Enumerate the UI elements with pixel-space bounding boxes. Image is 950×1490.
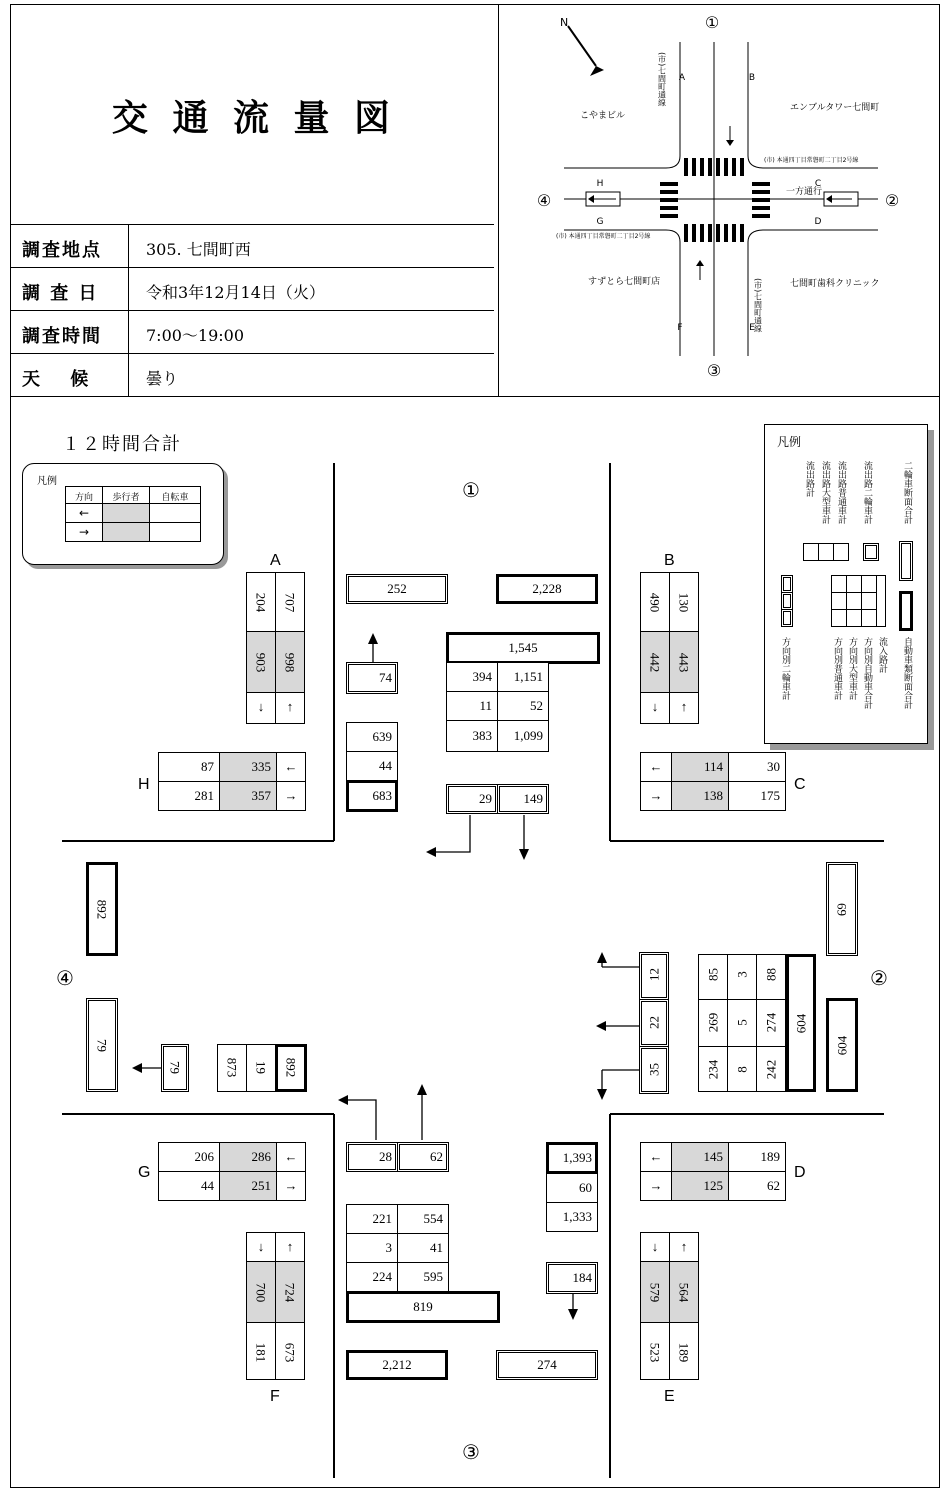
north-outflow-val: 639 [372, 729, 392, 744]
cw-e-arrow-down: ↓ [651, 1239, 659, 1254]
info-label: 調 査 日 [22, 283, 99, 304]
south-outflow-val: 1,393 [562, 1150, 592, 1165]
legend-bot-3: 方向別大型車計 [847, 637, 857, 700]
west-two-wheel-total: 79 [94, 1039, 110, 1052]
legend-top-4: 流出路二輪車計 [862, 461, 872, 524]
page-title: 交 通 流 量 図 [111, 98, 397, 139]
south-grid-cell: 554 [423, 1211, 443, 1226]
small-legend [22, 463, 224, 565]
east-grid-cell: 274 [763, 1012, 779, 1033]
cw-c-r-bike: 175 [760, 788, 780, 803]
east-auto-total: 604 [834, 1035, 850, 1056]
cw-h-l-ped: 335 [251, 759, 271, 774]
north-tw-dir-left: 29 [479, 791, 492, 806]
east-grid-cell: 234 [705, 1059, 721, 1080]
east-grid-cell: 88 [763, 968, 779, 981]
cw-e-v2: 189 [676, 1342, 692, 1363]
approach-3-label: ③ [462, 1440, 480, 1464]
east-grid-cell: 5 [734, 1019, 750, 1026]
cw-h-arrow-left: ← [284, 759, 298, 774]
east-grid-cell: 3 [734, 971, 750, 978]
road-label-west: (市) 本通四丁目常磐町二丁目2号線 [556, 233, 651, 240]
south-outflow-val: 1,333 [562, 1209, 592, 1224]
cw-c-l-bike: 30 [767, 759, 780, 774]
cw-label-h: H [138, 776, 150, 793]
cw-b-g2: 443 [676, 652, 692, 673]
west-outflow-val: 873 [224, 1057, 240, 1078]
legend-top-3: 流出路普通車計 [836, 461, 846, 524]
east-tw-dir: 22 [646, 1016, 662, 1029]
cw-a-v2: 707 [282, 592, 298, 613]
map-approach-3: ③ [706, 361, 722, 380]
cw-label-a: A [270, 552, 281, 569]
one-way-label: 一方通行 [786, 187, 823, 197]
legend-bot-6: 自動車類断面合計 [902, 637, 912, 709]
cw-label-g: G [138, 1164, 151, 1181]
south-section-total: 2,212 [382, 1357, 412, 1372]
west-auto-total: 892 [94, 899, 110, 920]
legend-bot-5: 流入路計 [877, 637, 887, 673]
road-label-east: (市) 本通四丁目常磐町二丁目2号線 [764, 157, 859, 164]
legend-top-2: 流出路大型車計 [820, 461, 830, 524]
north-grid-cell: 1,151 [513, 669, 543, 684]
map-cw-f: F [677, 323, 683, 333]
cw-b-v1: 490 [647, 592, 663, 613]
south-grid-cell: 221 [372, 1211, 392, 1226]
cw-c-r-ped: 138 [703, 788, 723, 803]
cw-b-v2: 130 [676, 592, 692, 613]
cw-g-arrow-left: ← [284, 1149, 298, 1164]
east-grid-cell: 8 [734, 1066, 750, 1073]
cw-label-e: E [664, 1388, 675, 1405]
east-tw-dir: 12 [646, 968, 662, 981]
cw-d-r-bike: 62 [767, 1178, 780, 1193]
cw-e-g2: 564 [676, 1282, 692, 1303]
east-inflow: 604 [793, 1013, 809, 1034]
south-tw-dir: 28 [379, 1149, 392, 1164]
cw-b-g1: 442 [647, 652, 663, 673]
info-value: 7:00〜19:00 [146, 326, 245, 345]
cw-d-r-ped: 125 [703, 1178, 723, 1193]
cw-e-arrow-up: ↑ [680, 1239, 688, 1254]
landmark-koyama: こやまビル [580, 111, 626, 121]
south-outflow-val: 60 [579, 1180, 592, 1195]
cw-c-l-ped: 114 [703, 759, 723, 774]
cw-f-g1: 700 [253, 1282, 269, 1303]
cw-h-arrow-right: → [284, 788, 298, 803]
cw-h-r-ped: 357 [251, 788, 271, 803]
map-approach-4: ④ [536, 191, 552, 210]
map-cw-a: A [678, 73, 686, 83]
cw-d-arrow-right: → [649, 1178, 663, 1193]
north-outflow-val: 44 [379, 758, 392, 773]
west-outflow-val: 19 [253, 1061, 269, 1074]
road-label-north: (市)七間町通線 [657, 52, 667, 107]
north-outflow-tw-small: 74 [379, 670, 392, 685]
cw-g-arrow-right: → [284, 1178, 298, 1193]
cw-b-arrow-up: ↑ [680, 699, 688, 714]
legend-h-dir: 方向 [74, 493, 93, 503]
east-grid-cell: 269 [705, 1012, 721, 1033]
small-legend-title: 凡例 [37, 476, 57, 487]
cw-c-arrow-right: → [649, 788, 663, 803]
cw-f-arrow-up: ↑ [286, 1239, 294, 1254]
legend-bot-2: 方向別普通車計 [832, 637, 842, 700]
landmark-emblem: エンブルタワー七間町 [790, 103, 880, 113]
map-cw-b: B [748, 73, 756, 83]
cw-h-l-bike: 87 [201, 759, 214, 774]
cw-g-r-bike: 44 [201, 1178, 214, 1193]
map-cw-d: D [814, 217, 822, 227]
east-grid-cell: 85 [705, 968, 721, 981]
south-two-wheel-section: 274 [537, 1357, 557, 1372]
north-outflow-val: 683 [372, 788, 392, 803]
cw-f-g2: 724 [282, 1282, 298, 1303]
north-outflow-two-wheel: 252 [387, 581, 407, 596]
cw-label-c: C [794, 776, 806, 793]
north-grid-cell: 383 [472, 728, 492, 743]
legend-h-ped: 歩行者 [112, 493, 140, 503]
cw-a-v1: 204 [253, 592, 269, 613]
landmark-clinic: 七間町歯科クリニック [790, 279, 880, 289]
cw-d-l-bike: 189 [760, 1149, 780, 1164]
south-grid-cell: 595 [423, 1269, 443, 1284]
legend-bot-1: 方向別二輪車計 [780, 637, 790, 700]
cw-a-arrow-down: ↓ [257, 699, 265, 714]
cw-g-r-ped: 251 [251, 1178, 271, 1193]
info-value: 令和3年12月14日（火） [146, 283, 325, 302]
legend-bot-4: 方向別自動車合計 [862, 637, 872, 709]
north-grid-cell: 11 [479, 698, 492, 713]
south-grid-cell: 41 [430, 1240, 443, 1255]
north-grid-cell: 394 [472, 669, 492, 684]
total-label: １２時間合計 [62, 434, 182, 455]
cw-f-v1: 181 [253, 1342, 269, 1363]
cw-d-arrow-left: ← [649, 1149, 663, 1164]
cw-label-d: D [794, 1164, 806, 1181]
info-value: 305. 七間町西 [146, 240, 251, 259]
cw-e-g1: 579 [647, 1282, 663, 1303]
info-label: 天 候 [22, 369, 91, 390]
cw-c-arrow-left: ← [649, 759, 663, 774]
cw-d-l-ped: 145 [703, 1149, 723, 1164]
big-legend [764, 424, 928, 744]
south-grid-cell: 3 [385, 1240, 392, 1255]
cw-a-arrow-up: ↑ [286, 699, 294, 714]
west-outflow-val: 892 [283, 1057, 299, 1078]
north-tw-dir-straight: 149 [523, 791, 543, 806]
cw-label-b: B [664, 552, 675, 569]
cw-a-g1: 903 [253, 652, 269, 673]
north-grid-cell: 52 [530, 698, 543, 713]
legend-h-bike: 自転車 [161, 493, 189, 503]
map-approach-1: ① [704, 13, 720, 32]
info-label: 調査地点 [22, 240, 102, 261]
road-label-south: (市)七間町通線 [753, 278, 763, 333]
map-cw-g: G [596, 217, 604, 227]
cw-g-l-ped: 286 [251, 1149, 271, 1164]
south-tw-dir: 62 [430, 1149, 443, 1164]
cw-h-r-bike: 281 [194, 788, 214, 803]
big-legend-title: 凡例 [777, 435, 802, 449]
north-label: N [560, 16, 569, 29]
east-tw-dir: 35 [646, 1063, 662, 1076]
cw-e-v1: 523 [647, 1342, 663, 1363]
info-label: 調査時間 [22, 326, 102, 347]
approach-2-label: ② [870, 966, 888, 990]
north-inflow-total: 1,545 [508, 640, 538, 655]
legend-top-5: 二輪車断面合計 [902, 461, 912, 524]
cw-g-l-bike: 206 [194, 1149, 214, 1164]
cw-f-arrow-down: ↓ [257, 1239, 265, 1254]
approach-1-label: ① [462, 478, 480, 502]
south-grid-cell: 224 [372, 1269, 392, 1284]
legend-row-left: ← [78, 506, 90, 520]
south-inflow-total: 819 [413, 1299, 433, 1314]
cw-label-f: F [270, 1388, 280, 1405]
cw-f-v2: 673 [282, 1342, 298, 1363]
east-two-wheel-total: 69 [834, 903, 850, 916]
map-cw-h: H [596, 179, 604, 189]
west-outflow-tw: 79 [167, 1061, 183, 1074]
legend-top-1: 流出路計 [804, 461, 814, 497]
legend-row-right: → [78, 525, 90, 539]
north-grid-cell: 1,099 [513, 728, 543, 743]
map-cw-e: E [749, 323, 755, 333]
cw-b-arrow-down: ↓ [651, 699, 659, 714]
map-approach-2: ② [884, 191, 900, 210]
east-grid-cell: 242 [763, 1059, 779, 1080]
cw-a-g2: 998 [282, 652, 298, 673]
info-value: 曇り [146, 369, 179, 388]
landmark-suzutora: すずとら七間町店 [588, 277, 661, 287]
north-section-total: 2,228 [532, 581, 562, 596]
approach-4-label: ④ [56, 966, 74, 990]
south-outflow-tw: 184 [572, 1270, 592, 1285]
map-cw-c: C [814, 179, 822, 189]
